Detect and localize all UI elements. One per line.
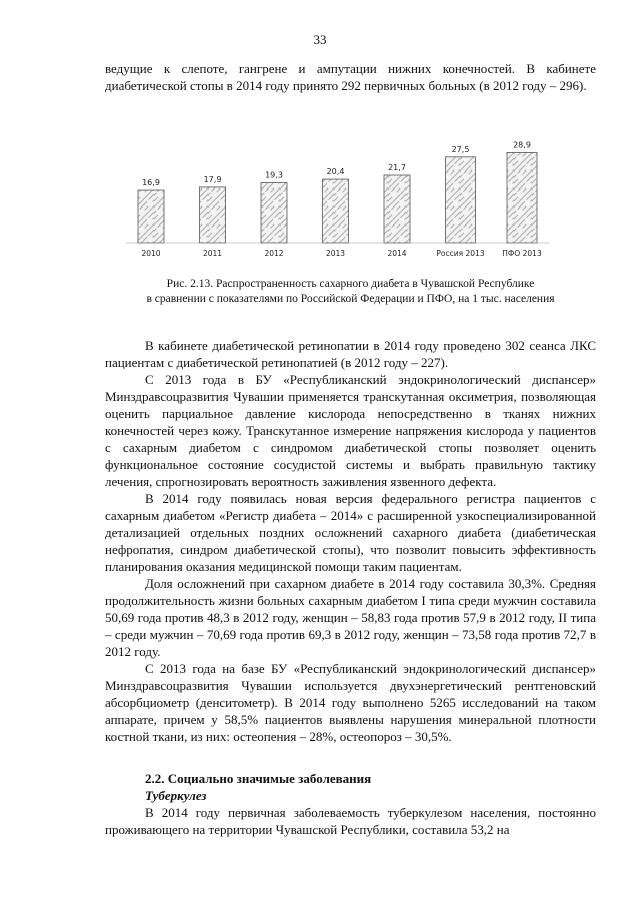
bar-3 xyxy=(323,179,349,243)
paragraph-register: В 2014 году появилась новая версия федерального регистра пациентов с сахарным диабетом «Регистр диабета – 2014» с расширенной узкоспециализированной детализацией отдельных поздних осложнений сахарного диабета (диабетическая нефропатия, синдром диабетической стопы), что позволит повысить эффективность планирования оказания медицинской помощи таким пациентам. xyxy=(105,491,596,574)
value-label-3: 20,4 xyxy=(326,167,345,177)
page-number: 33 xyxy=(313,32,327,47)
category-label-6: ПФО 2013 xyxy=(502,249,542,258)
figure-caption xyxy=(105,277,596,307)
subsection-heading: Туберкулез xyxy=(145,788,207,803)
section-heading: 2.2. Социально значимые заболевания xyxy=(145,771,372,786)
category-label-5: Россия 2013 xyxy=(436,249,485,258)
category-label-3: 2013 xyxy=(325,249,346,258)
value-label-5: 27,5 xyxy=(451,144,470,154)
caption-line-2: в сравнении с показателями по Российской Федерации и ПФО, на 1 тыс. населения xyxy=(146,293,555,305)
section-block xyxy=(105,770,596,838)
bar-5 xyxy=(446,157,476,243)
paragraph-oximetry: С 2013 года в БУ «Республиканский эндокринологический диспансер» Минздравсоцразвития Чувашии применяется транскутанная оксиметрия, позволяющая оценить парциальное давление кислорода непосредственно в тканях нижних конечностей через кожу. Транскутанное измерение напряжения кислорода у пациентов с сахарным диабетом с синдромом диабетической стопы позволяет оценить функциональное состояние сосудистой системы и выбрать правильную тактику лечения, спрогнозировать вероятность заживления язвенного дефекта. xyxy=(105,372,596,489)
category-label-1: 2011 xyxy=(202,249,223,258)
bar-0 xyxy=(138,190,164,243)
bar-4 xyxy=(384,175,410,243)
value-label-6: 28,9 xyxy=(513,140,531,150)
value-label-4: 21,7 xyxy=(388,163,406,173)
category-label-4: 2014 xyxy=(387,249,407,258)
top-paragraph-block xyxy=(105,60,596,94)
value-label-2: 19,3 xyxy=(265,170,283,180)
prevalence-bar-chart xyxy=(118,135,558,265)
bar-1 xyxy=(200,187,226,243)
paragraph-tuberculosis: В 2014 году первичная заболеваемость туберкулезом населения, постоянно проживающего на территории Чувашской Республики, составила 53,2 на xyxy=(105,805,596,837)
bar-2 xyxy=(261,183,287,243)
category-label-2: 2012 xyxy=(264,249,284,258)
paragraph-retinopathy: В кабинете диабетической ретинопатии в 2014 году проведено 302 сеанса ЛКС пациентам с диабетической ретинопатией (в 2012 году – 227). xyxy=(105,338,596,370)
caption-line-1: Рис. 2.13. Распространенность сахарного диабета в Чувашской Республике xyxy=(166,278,535,290)
bar-6 xyxy=(507,152,537,243)
value-label-0: 16,9 xyxy=(142,178,160,188)
top-paragraph: ведущие к слепоте, гангрене и ампутации нижних конечностей. В кабинете диабетической стопы в 2014 году принято 292 первичных больных (в 2012 году – 296). xyxy=(105,61,596,93)
paragraph-complications: Доля осложнений при сахарном диабете в 2014 году составила 30,3%. Средняя продолжительность жизни больных сахарным диабетом I типа среди мужчин составила 50,69 года против 48,3 в 2012 году, женщин – 58,83 года против 57,9 в 2012 году, II типа – среди мужчин – 70,69 года против 69,3 в 2012 году, женщин – 73,58 года против 72,7 в 2012 году. xyxy=(105,576,596,659)
category-label-0: 2010 xyxy=(141,249,161,258)
paragraph-densitometer: С 2013 года на базе БУ «Республиканский эндокринологический диспансер» Минздравсоцразвития Чувашии используется двухэнергетический рентгеновский абсорбциометр (денситометр). В 2014 году выполнено 5265 исследований на таком аппарате, причем у 58,5% пациентов выявлены нарушения минеральной плотности костной ткани, из них: остеопения – 28%, остеопороз – 30,5%. xyxy=(105,661,596,744)
body-text xyxy=(105,337,596,745)
chart-svg xyxy=(118,135,558,265)
value-label-1: 17,9 xyxy=(203,174,222,184)
